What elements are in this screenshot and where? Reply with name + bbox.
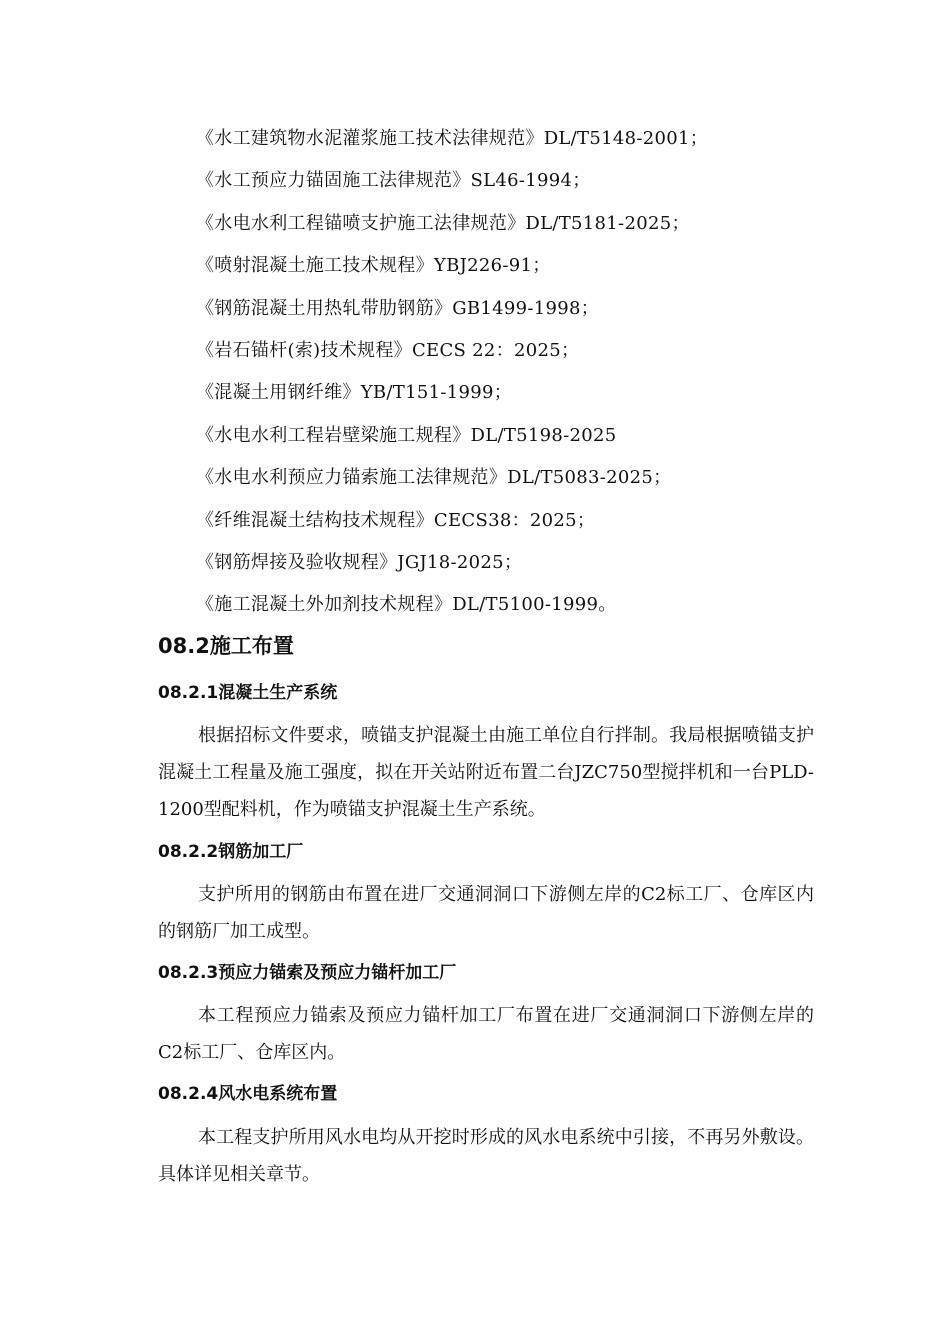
reference-list [196, 124, 708, 633]
section-heading: 08.2施工布置 [158, 634, 294, 658]
subsection-body-utilities: 本工程支护所用风水电均从开挖时形成的风水电系统中引接，不再另外敷设。具体详见相关章节。 [158, 1127, 814, 1185]
reference-item: 《水电水利工程锚喷支护施工法律规范》DL/T5181-2025； [196, 212, 690, 234]
reference-item: 《岩石锚杆(索)技术规程》CECS 22：2025； [196, 339, 580, 361]
subsection-heading-anchor-workshop: 08.2.3预应力锚索及预应力锚杆加工厂 [158, 963, 457, 983]
subsection-body-anchor-workshop: 本工程预应力锚索及预应力锚杆加工厂布置在进厂交通洞洞口下游侧左岸的C2标工厂、仓库区内。 [158, 1005, 814, 1063]
subsection-body-concrete-production: 根据招标文件要求，喷锚支护混凝土由施工单位自行拌制。我局根据喷锚支护混凝土工程量及施工强度，拟在开关站附近布置二台JZC750型搅拌机和一台PLD-1200型配料机，作为喷锚支护混凝土生产系统。 [158, 725, 814, 820]
reference-item: 《混凝土用钢纤维》YB/T151-1999； [196, 382, 513, 404]
reference-item: 《水电水利工程岩壁梁施工规程》DL/T5198-2025 [196, 424, 617, 446]
reference-item: 《纤维混凝土结构技术规程》CECS38：2025； [196, 509, 596, 531]
reference-item: 《钢筋混凝土用热轧带肋钢筋》GB1499-1998； [196, 297, 600, 319]
reference-item: 《水工建筑物水泥灌浆施工技术法律规范》DL/T5148-2001； [196, 128, 709, 149]
subsection-heading-rebar-workshop: 08.2.2钢筋加工厂 [158, 842, 304, 862]
subsection-body-rebar-workshop: 支护所用的钢筋由布置在进厂交通洞洞口下游侧左岸的C2标工厂、仓库区内的钢筋厂加工成型。 [158, 884, 814, 942]
subsection-heading-concrete-production: 08.2.1混凝土生产系统 [158, 683, 338, 703]
subsection-heading-utilities: 08.2.4风水电系统布置 [158, 1084, 338, 1104]
reference-item: 《水工预应力锚固施工法律规范》SL46-1994； [196, 170, 591, 192]
reference-item: 《施工混凝土外加剂技术规程》DL/T5100-1999。 [196, 594, 617, 616]
reference-item: 《喷射混凝土施工技术规程》YBJ226-91； [196, 255, 551, 277]
reference-item: 《钢筋焊接及验收规程》JGJ18-2025； [196, 551, 523, 573]
reference-item: 《水电水利预应力锚索施工法律规范》DL/T5083-2025； [196, 467, 672, 489]
